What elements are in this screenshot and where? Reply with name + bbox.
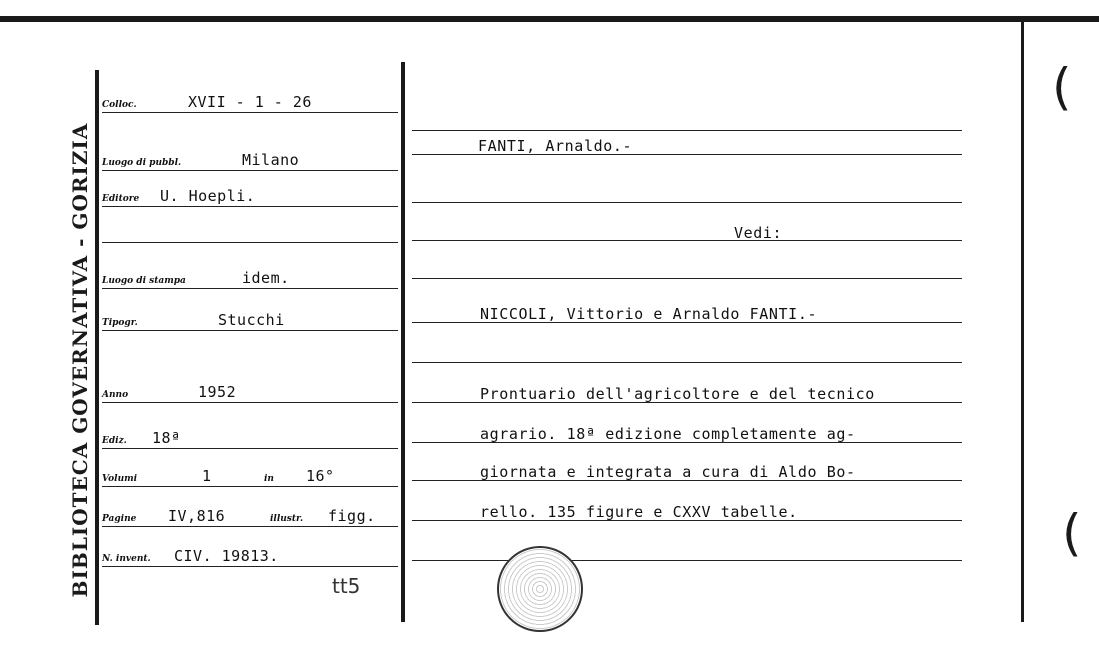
value-luogo-pubbl: Milano	[242, 151, 300, 169]
right-rule	[412, 202, 962, 203]
field-blank	[102, 222, 398, 243]
field-editore	[102, 186, 398, 207]
value-ediz: 18ª	[152, 429, 181, 447]
right-rule	[412, 130, 962, 131]
value-illustr: figg.	[328, 507, 376, 525]
description-line-1: Prontuario dell'agricoltore e del tecnico	[480, 385, 875, 403]
value-pagine: IV,816	[168, 507, 226, 525]
value-formato: 16°	[306, 467, 335, 485]
field-pagine	[102, 506, 398, 527]
label-ediz: Ediz.	[102, 436, 127, 446]
heading-author: FANTI, Arnaldo.-	[478, 137, 633, 155]
vedi-label: Vedi:	[734, 224, 783, 242]
description-line-2: agrario. 18ª edizione completamente ag-	[480, 425, 856, 443]
handwritten-note: tt5	[332, 574, 361, 598]
field-anno	[102, 382, 398, 403]
value-anno: 1952	[198, 383, 237, 401]
label-luogo-stampa: Luogo di stampa	[102, 276, 186, 286]
label-collocazione: Colloc.	[102, 100, 137, 110]
label-pagine: Pagine	[102, 514, 137, 524]
label-anno: Anno	[102, 390, 129, 400]
description-line-3: giornata e integrata a cura di Aldo Bo-	[480, 463, 856, 481]
left-margin-rule	[95, 70, 99, 625]
value-collocazione: XVII - 1 - 26	[188, 93, 312, 111]
label-volumi: Volumi	[102, 474, 138, 484]
label-volumi-in: in	[264, 474, 274, 484]
field-luogo-pubbl	[102, 150, 398, 171]
binder-clip-icon: (	[1062, 504, 1082, 562]
value-editore: U. Hoepli.	[160, 187, 256, 205]
description-line-4: rello. 135 figure e CXXV tabelle.	[480, 503, 798, 521]
field-inventario	[102, 546, 398, 567]
label-tipogr: Tipogr.	[102, 318, 138, 328]
right-rule	[412, 362, 962, 363]
field-tipogr	[102, 310, 398, 331]
value-volumi: 1	[202, 467, 212, 485]
field-luogo-stampa	[102, 268, 398, 289]
value-luogo-stampa: idem.	[242, 269, 290, 287]
value-inventario: CIV. 19813.	[174, 547, 279, 565]
right-rule	[412, 240, 962, 241]
library-name: BIBLIOTECA GOVERNATIVA - GORIZIA	[68, 122, 92, 598]
binder-clip-icon: (	[1052, 58, 1072, 116]
label-editore: Editore	[102, 194, 140, 204]
field-collocazione	[102, 92, 398, 113]
library-stamp	[497, 546, 583, 632]
label-inventario: N. invent.	[102, 554, 151, 564]
label-illustr: illustr.	[270, 514, 304, 524]
value-tipogr: Stucchi	[218, 311, 285, 329]
right-rule	[412, 278, 962, 279]
label-luogo-pubbl: Luogo di pubbl.	[102, 158, 182, 168]
right-rule	[412, 560, 962, 561]
column-divider	[401, 62, 405, 622]
field-ediz	[102, 428, 398, 449]
reference-author: NICCOLI, Vittorio e Arnaldo FANTI.-	[480, 305, 818, 323]
field-volumi	[102, 466, 398, 487]
